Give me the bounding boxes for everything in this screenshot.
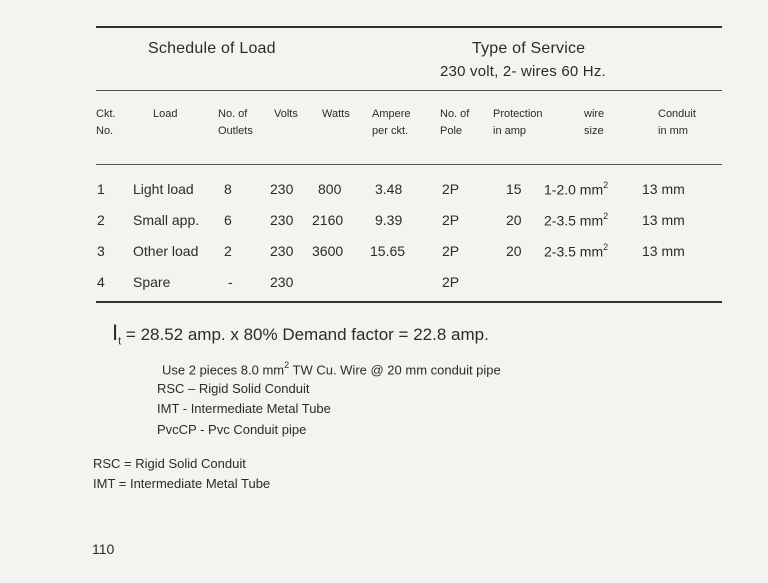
cell-watts: 800 [318,181,342,197]
col-header-ampere: Ampere per ckt. [372,108,411,137]
cell-watts: 2160 [312,212,344,228]
cell-pole: 2P [442,212,460,228]
cell-outlets: 2 [224,243,232,259]
col-header-wire: wire size [584,108,605,137]
cell-conduit: 13 mm [642,212,685,228]
cell-wire: 1-2.0 $mm^2$ [544,180,609,198]
cell-pole: 2P [442,243,460,259]
cell-ampere: 15.65 [370,243,406,259]
cell-pole: 2P [442,181,460,197]
cell-conduit: 13 mm [642,243,685,259]
footer-rsc-definition: RSC = Rigid Solid Conduit [93,456,246,471]
col-header-pole: No. of Pole [440,108,470,137]
cell-conduit: 13 mm [642,181,685,197]
cell-protection: 20 [506,243,522,259]
cell-load: Light load [133,181,194,197]
cell-watts: 3600 [312,243,344,259]
cell-protection: 20 [506,212,522,228]
col-header-load: Load [153,108,178,120]
wire-usage-note: Use 2 pieces 8.0 $mm^2$ TW Cu. Wire @ 20 mm conduit pipe [162,360,501,378]
imt-definition: IMT - Intermediate Metal Tube [157,401,331,416]
cell-ampere: 9.39 [375,212,403,228]
cell-outlets: - [228,274,233,290]
col-header-protection: Protection in amp [493,108,543,137]
page-number: 110 [92,541,115,557]
table-bottom-rule [96,301,722,303]
col-header-ckt: Ckt. No. [96,108,116,137]
column-header-rule [96,164,722,165]
rsc-definition: RSC – Rigid Solid Conduit [157,381,310,396]
cell-ckt: 1 [97,181,105,197]
service-title: Type of Service [472,40,586,57]
service-subtitle: 230 volt, 2- wires 60 Hz. [440,63,606,80]
cell-ckt: 4 [97,274,105,290]
cell-ckt: 3 [97,243,105,259]
header-rule [96,90,722,91]
cell-load: Spare [133,274,171,290]
col-header-outlets: No. of Outlets [218,108,253,137]
cell-ckt: 2 [97,212,105,228]
cell-volts: 230 [270,274,294,290]
cell-volts: 230 [270,181,294,197]
total-current-formula: $I_t = 28.52$ amp. x 80% Demand factor = 22.8 amp. [112,320,489,348]
cell-protection: 15 [506,181,522,197]
cell-volts: 230 [270,212,294,228]
col-header-watts: Watts [322,108,350,120]
cell-outlets: 8 [224,181,232,197]
col-header-conduit: Conduit in mm [658,108,696,137]
cell-pole: 2P [442,274,460,290]
cell-load: Small app. [133,212,200,228]
schedule-title: Schedule of Load [148,40,276,57]
cell-ampere: 3.48 [375,181,403,197]
cell-wire: 2-3.5 $mm^2$ [544,211,609,229]
footer-imt-definition: IMT = Intermediate Metal Tube [93,476,271,491]
cell-load: Other load [133,243,199,259]
pvccp-definition: PvcCP - Pvc Conduit pipe [157,422,307,437]
cell-outlets: 6 [224,212,232,228]
col-header-volts: Volts [274,108,298,120]
cell-wire: 2-3.5 $mm^2$ [544,242,609,260]
top-rule [96,26,722,28]
cell-volts: 230 [270,243,294,259]
